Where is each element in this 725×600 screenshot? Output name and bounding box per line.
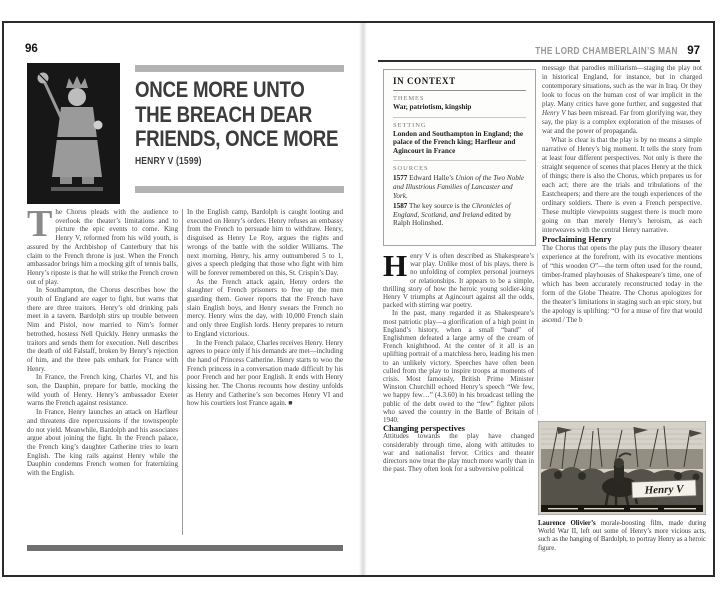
running-head: THE LORD CHAMBERLAIN’S MAN [535,46,679,57]
changing-perspectives-heading: Changing perspectives [383,423,465,434]
paragraph: In France, the French king, Charles VI, and his son, the Dauphin, prepare for battle, mocking the wild youth of Henry. Henry’s ambassador Exeter warns the French against resistance. [27,373,178,408]
paragraph: Henry V is often described as Shakespeare’s war play. Unlike most of his plays, there is no unfolding of complex personal journeys or relationships. It appears to be a simple, thrilling story of how the heroic young soldier-king Henry V triumphs at Agincourt against all the odds, packed with stirring war poetry. [383,252,534,310]
paragraph: The Chorus pleads with the audience to overlook the theater’s limitations and to picture the epic events to come. King Henry V, reformed from his wild youth, is assured by the Archbishop of Canterbury that his claim to the French throne is just. When the French ambassador brings him a mocking gift of tennis balls, Henry’s riposte is that he will strike the French crown out of play. [27,208,178,286]
paragraph: Attitudes towards the play have changed considerably through time, along with attitudes to war and nationalist fervor. Critics and theater directors now treat the play much more warily than in the past. They often look for a subversive political [383,432,534,474]
in-context-rule [393,160,526,161]
book-spread [2,21,715,577]
themes-label: THEMES [393,95,425,102]
section-end-bar [27,545,343,551]
paragraph: In France, Henry launches an attack on Harfleur and threatens dire repercussions if the townspeople do not yield. Meanwhile, Bardolph and his associates argue about joining the fight. In the French palace, the French king’s daughter Catherine tries to learn English. The king rails against Henry while the Dauphin condemns French women for fraternizing with the English. [27,408,178,478]
column-rule [182,209,183,535]
summary-column-2 [187,208,343,550]
in-context-rule [393,90,526,91]
running-head-row [378,45,700,59]
page-number-left: 96 [25,43,38,55]
spine-shadow [359,23,367,575]
themes-value: War, patriotism, kingship [393,103,472,111]
article-column-1 [383,252,534,535]
article-title-line: ONCE MORE UNTO [135,77,305,102]
article-column-2 [542,64,702,420]
in-context-title: IN CONTEXT [393,76,456,86]
article-subtitle: HENRY V (1599) [135,156,202,167]
column-rule [537,253,538,415]
drop-cap: T [27,208,53,245]
article-title-line: FRIENDS, ONCE MORE [135,126,339,151]
title-block [135,64,344,195]
paragraph: What is clear is that the play is by no means a simple narrative of Henry’s big moment. It tells the story from at least four different perspectives. Not only is there the straight sequence of scenes that places Henry at the thick of things; there is also the Chorus, which prepares us for each act; there are the trials and tribulations of the Eastcheapers; and there are the tough experiences of the ordinary soldiers. There is even a French perspective. These multiple viewpoints suggest there is much more going on than merely Henry’s heroism, as each interweaves with the central Henry narrative. [542,136,702,234]
paragraph: In the past, many regarded it as Shakespeare’s most patriotic play—a glorification of a high point in England’s history, when a small “band” of Englishmen defeated a large army of the cream of French knighthood. At the center of it all is an uplifting portrait of a matchless hero, leading his men to an unlikely victory. Speeches have often been culled from the play to inspire troops at moments of crisis. Most famously, British Prime Minister Winston Churchill echoed Henry’s speech “We few, we happy few…” (4.3.60) in his broadcast telling the public of the debt owed to the “few” fighter pilots who saved the country in the Battle of Britain of 1940. [383,309,534,425]
sources-label: SOURCES [393,165,429,173]
paragraph: message that parodies militarism—staging the play not in historical England, for instance, but in charged contemporary situations, such as the war in Iraq. Or they look to focus on the human cost of war implicit in the play. Many critics have gone further, and suggested that Henry V has been misread. Far from glorifying war, they say, the play is a complex exploration of the misuses of war and the power of propaganda. [542,64,702,135]
in-context-rule [393,117,526,118]
paragraph: The Chorus that opens the play puts the illusory theater experience at the forefront, with its evocative mentions of “this wooden O”—the term often used for the round, timber-framed playhouses of Shakespeare’s time, one of which has been accurately reconstructed today in the form of the Globe Theatre. The Chorus apologizes for the theater’s limitations in staging such an epic story, but the apology is uplifting: “O for a muse of fire that would ascend / The b [542,244,702,324]
king-illustration [27,63,120,204]
title-rule-top [135,65,344,72]
setting-label: SETTING [393,121,427,129]
article-title-line: THE BREACH DEAR [135,101,312,127]
proclaiming-henry-heading: Proclaiming Henry [542,234,612,244]
title-rule-bottom [135,186,344,193]
page-number-right: 97 [687,45,700,57]
source-entry: 1577 Edward Halle’s Union of the Two Noble and Illustrious Families of Lancaster and York. [393,174,525,200]
drop-cap: H [383,252,408,283]
paragraph: In Southampton, the Chorus describes how the youth of England are eager to fight, but warns that there are three traitors. Henry’s old drinking pals meet in a tavern. Bardolph stirs up trouble between Nim and Pistol, now married to Nim’s former betrothed, hostess Nell Quickly. Henry unmasks the traitors and sends them for execution. Nell describes the death of old Falstaff, broken by Henry’s rejection of him, and the three pals embark for France with Henry. [27,286,178,373]
setting-value: London and Southampton in England; the palace of the French king; Harfleur and Agincourt in France [393,129,524,155]
paragraph: In the English camp, Bardolph is caught looting and executed on Henry’s orders. Henry refuses an embassy from the French to persuade him to withdraw. Henry, disguised as Henry Le Roy, argues the rights and wrongs of the battle with the soldier Williams. The next morning, Henry, his army outnumbered 5 to 1, gives a speech pledging that those who fight with him will be forever remembered on this, St. Crispin’s Day. [187,208,343,277]
source-entry: 1587 The key source is the Chronicles of England, Scotland, and Ireland edited by Ralph Holinshed. [393,202,512,228]
henry-v-film-still [538,421,706,515]
summary-column-1 [27,208,178,550]
in-context-box [383,69,536,246]
film-caption: Laurence Olivier’s morale-boosting film, made during World War II, left out some of Henry’s more vicious acts, such as the hanging of Bardolph, to portray Henry as a heroic figure. [538,520,706,552]
film-banner-label: Henry V [644,483,684,497]
running-head-rule [378,60,700,62]
king-figure-icon [27,63,120,204]
film-still-image [538,421,706,515]
paragraph: As the French attack again, Henry orders the slaughter of French prisoners to free up the men guarding them. Gower reports that the French have slain English boys, and Henry swears the French no mercy. Henry wins the day, with 10,000 French slain and only three English lords. Henry prepares to return to England victorious. [187,277,343,338]
paragraph: In the French palace, Charles receives Henry. Henry agrees to peace only if his demands are met—including the hand of Princess Catherine. Henry starts to woo the French princess in a conversation made difficult by his poor French and her poor English. It ends with Henry kissing her. The Chorus recounts how destiny unfolds as Henry and Catherine’s son becomes Henry VI and how his courtiers lost France again. ■ [187,338,343,408]
